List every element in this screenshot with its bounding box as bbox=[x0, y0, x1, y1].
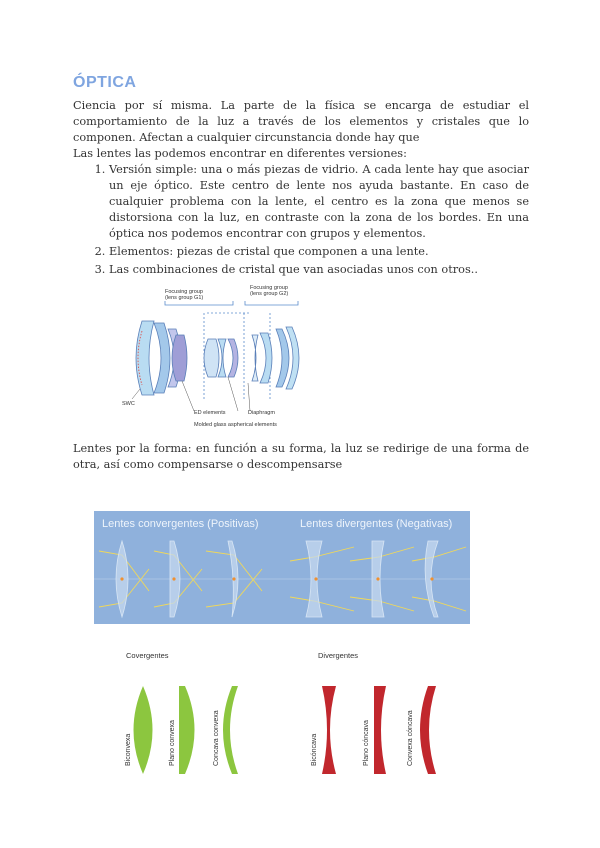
convex-concave-lens bbox=[420, 686, 436, 774]
focus-group2-line2: (lens group G2) bbox=[250, 291, 289, 297]
diaphragm-label: Diaphragm bbox=[248, 410, 275, 416]
lenses-forma-diagram bbox=[94, 511, 470, 624]
list-item: 2. Elementos: piezas de cristal que componen a una lente. bbox=[109, 244, 529, 260]
biconvex-lens bbox=[134, 686, 153, 774]
lens-types-diagram bbox=[110, 648, 470, 783]
biconvex-label: Biconvexa bbox=[125, 733, 132, 766]
intro-paragraph: Ciencia por sí misma. La parte de la física se encarga de estudiar el comportamiento de la luz a través de los elementos y cristales que lo componen. Afectan a cualquier circunstancia donde hay que bbox=[73, 99, 529, 144]
concave-convex-label: Concava convexa bbox=[213, 710, 220, 766]
converging-title: Lentes convergentes (Positivas) bbox=[102, 518, 259, 530]
page-title: ÓPTICA bbox=[73, 74, 137, 91]
biconcave-lens bbox=[322, 686, 336, 774]
plano-concave-lens bbox=[374, 686, 386, 774]
focus-group1-line2: (lens group G1) bbox=[165, 295, 204, 301]
diverging-title: Lentes divergentes (Negativas) bbox=[300, 518, 453, 530]
converging-label: Covergentes bbox=[126, 651, 169, 660]
versions-intro: Las lentes las podemos encontrar en diferentes versiones: bbox=[73, 147, 407, 160]
diverging-lenses bbox=[322, 686, 436, 774]
diverging-label: Divergentes bbox=[318, 651, 359, 660]
list-item: 3. Las combinaciones de cristal que van asociadas unos con otros.. bbox=[109, 262, 529, 278]
swc-label: SWC bbox=[122, 401, 135, 407]
focus-group1-line1: Focusing group bbox=[165, 289, 203, 295]
plano-concave-label: Plano cóncava bbox=[363, 720, 370, 766]
versions-list bbox=[73, 162, 529, 278]
converging-lenses bbox=[134, 686, 239, 774]
plano-convex-lens bbox=[179, 686, 195, 774]
lens-elements bbox=[136, 321, 299, 395]
concave-convex-lens bbox=[223, 686, 238, 774]
forma-paragraph: Lentes por la forma: en función a su forma, la luz se redirige de una forma de otra, así como compensarse o descompensarse bbox=[73, 442, 529, 471]
molded-elements-label: Molded glass aspherical elements bbox=[194, 422, 277, 428]
ed-elements-label: ED elements bbox=[194, 410, 226, 416]
convex-concave-label: Convexa cóncava bbox=[407, 710, 414, 766]
list-item: 1. Versión simple: una o más piezas de vidrio. A cada lente hay que asociar un eje óptico. Este centro de lente nos ayuda bastante. En caso de cualquier problema con la lente, el centro es la zona que menos se distorsiona con la luz, en contraste con la zona de los bordes. En una óptica nos podemos encontrar con grupos y elementos. bbox=[109, 162, 529, 242]
document-body bbox=[73, 74, 529, 280]
biconcave-label: Bicóncava bbox=[311, 733, 318, 766]
lens-groups-diagram bbox=[120, 283, 310, 433]
focus-group2-line1: Focusing group bbox=[250, 285, 288, 291]
plano-convex-label: Plano convexa bbox=[169, 720, 176, 766]
